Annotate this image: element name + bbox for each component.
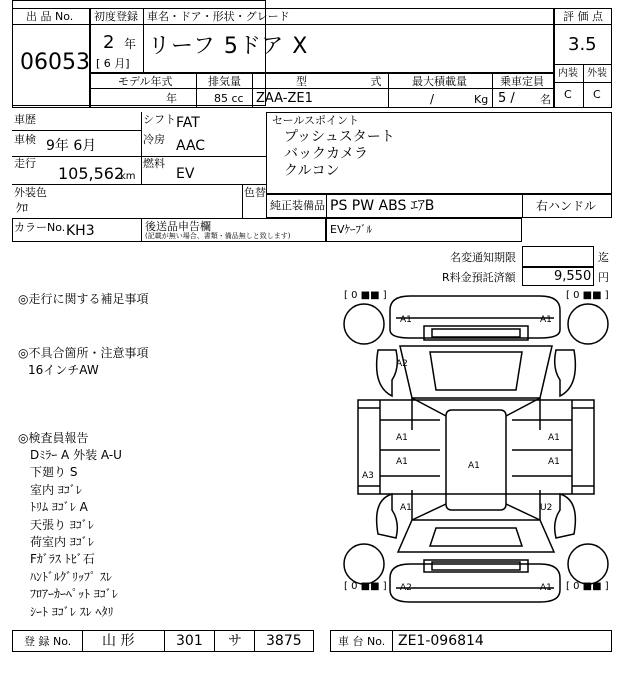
- recycle-fee-unit: 円: [598, 271, 609, 284]
- car-condition-diagram: [340, 290, 612, 626]
- capacity-unit: 名: [540, 93, 551, 106]
- first-registration-year: 2: [103, 32, 115, 53]
- damage-mark: A1: [396, 457, 408, 467]
- max-load-label: 最大積載量: [412, 75, 467, 88]
- first-registration-label: 初度登録: [94, 10, 138, 23]
- name-change-deadline-label: 名変通知期限: [450, 251, 516, 264]
- registration-number: 3875: [266, 633, 302, 649]
- history-label: 車歴: [14, 113, 36, 126]
- shift-value: FAT: [176, 115, 200, 131]
- registration-region: 山 形: [102, 633, 135, 649]
- max-load-unit: Kg: [474, 93, 489, 106]
- mileage-value: 105,562: [58, 164, 125, 183]
- body-outline: [358, 400, 594, 494]
- registration-label: 登 録 No.: [24, 635, 72, 648]
- corner-label-rear-left: [ 0 ■■ ]: [344, 581, 387, 592]
- damage-mark: A3: [362, 471, 374, 481]
- registration-class: 301: [176, 633, 203, 649]
- recycle-fee-label: R料金預託済額: [442, 271, 516, 284]
- damage-mark: A1: [548, 433, 560, 443]
- damage-mark: U2: [540, 503, 553, 513]
- wheel-rear-left: [344, 544, 384, 584]
- type-value: ZAA-ZE1: [256, 91, 313, 106]
- documents-label: 後送品申告欄: [145, 220, 211, 233]
- steering-value: 右ハンドル: [536, 199, 597, 213]
- wheel-front-left: [344, 304, 384, 344]
- capacity-value: 5 /: [498, 91, 515, 106]
- chassis-label: 車 台 No.: [338, 635, 386, 648]
- interior-grade: C: [564, 88, 572, 101]
- color-change-label: 色替: [244, 186, 266, 199]
- displacement-value: 85 cc: [214, 92, 244, 105]
- year-unit: 年: [124, 37, 137, 51]
- max-load-value: /: [430, 92, 435, 106]
- corner-label-front-left: [ 0 ■■ ]: [344, 290, 387, 301]
- sales-point-item: プッシュスタート: [284, 129, 395, 145]
- wheel-front-right: [568, 304, 608, 344]
- details-table: [12, 0, 266, 106]
- interior-label: 内装: [558, 68, 578, 79]
- inspection-value: 9年 6月: [46, 138, 97, 154]
- damage-mark: A1: [548, 457, 560, 467]
- sales-point-item: バックカメラ: [284, 146, 368, 162]
- inspector-report-item: ﾄﾘﾑ ﾖｺﾞﾚ A: [30, 500, 88, 515]
- chassis-number: ZE1-096814: [398, 633, 484, 649]
- inspector-report-title: ◎検査員報告: [18, 431, 89, 445]
- roof: [446, 410, 506, 510]
- wheel-rear-right: [568, 544, 608, 584]
- lot-number-label: 出 品 No.: [26, 10, 74, 23]
- registration-kana: サ: [228, 633, 242, 649]
- color-number-value: KH3: [66, 223, 95, 239]
- car-name: リーフ 5ドア X: [148, 34, 309, 59]
- damage-mark: A1: [540, 583, 552, 593]
- corner-label-rear-right: [ 0 ■■ ]: [566, 581, 609, 592]
- type-label: 型 式: [296, 75, 412, 88]
- inspector-report-item: ｼｰﾄ ﾖｺﾞﾚ ｽﾚ ﾍﾀﾘ: [30, 604, 114, 619]
- corner-label-front-right: [ 0 ■■ ]: [566, 290, 609, 301]
- defect-item: 16インチAW: [28, 363, 99, 377]
- fuel-label: 燃料: [143, 157, 165, 170]
- trunk: [398, 520, 554, 552]
- damage-mark: A1: [400, 503, 412, 513]
- mileage-label: 走行: [14, 157, 36, 170]
- capacity-label: 乗車定員: [500, 75, 544, 88]
- damage-mark: A1: [540, 315, 552, 325]
- inspector-report-item: 室内 ﾖｺﾞﾚ: [30, 482, 82, 497]
- inspector-report-item: Dﾐﾗｰ A 外装 A-U: [30, 448, 122, 462]
- documents-note: (記載が無い場合、書類・備品無しと致します): [145, 232, 291, 240]
- driving-notes-title: ◎走行に関する補足事項: [18, 292, 149, 306]
- sales-point-item: クルコン: [284, 163, 340, 179]
- displacement-label: 排気量: [208, 75, 241, 88]
- inspector-report-item: 下廻り S: [30, 465, 78, 480]
- damage-mark: A1: [468, 461, 480, 471]
- shift-label: シフト: [143, 113, 176, 126]
- equipment-value: PS PW ABS ｴｱB: [330, 198, 435, 214]
- damage-mark: A2: [400, 583, 412, 593]
- inspection-label: 車検: [14, 133, 36, 146]
- ac-label: 冷房: [143, 133, 165, 146]
- first-registration-month: [ 6 月]: [96, 57, 130, 70]
- fuel-value: EV: [176, 166, 195, 182]
- model-year-label: モデル年式: [118, 75, 173, 88]
- inspector-report-item: 天張り ﾖｺﾞﾚ: [30, 517, 94, 532]
- inspector-report-item: ﾊﾝﾄﾞﾙｸﾞﾘｯﾌﾟ ｽﾚ: [30, 569, 112, 584]
- inspector-report-item: Fｶﾞﾗｽ ﾄﾋﾞ石: [30, 552, 95, 567]
- defect-notes-title: ◎不具合箇所・注意事項: [18, 346, 149, 360]
- score: 3.5: [568, 34, 597, 55]
- score-label: 評 価 点: [563, 10, 603, 23]
- equipment-extra: EVｹｰﾌﾞﾙ: [330, 223, 372, 236]
- color-number-label: カラーNo.: [14, 221, 66, 234]
- inspector-report-item: ﾌﾛｱｰｶｰﾍﾟｯﾄ ﾖｺﾞﾚ: [30, 587, 118, 602]
- exterior-label: 外装: [587, 68, 607, 79]
- mileage-unit: km: [120, 171, 136, 182]
- inspector-report-item: 荷室内 ﾖｺﾞﾚ: [30, 535, 94, 549]
- exterior-color-label: 外装色: [14, 186, 47, 199]
- exterior-color-value: ｸﾛ: [16, 201, 29, 215]
- damage-mark: A2: [396, 359, 408, 369]
- exterior-grade: C: [593, 88, 601, 101]
- name-change-deadline-value: [522, 246, 594, 268]
- car-name-label: 車名・ドア・形状・グレード: [147, 10, 290, 23]
- damage-mark: A1: [400, 315, 412, 325]
- damage-mark: A1: [396, 433, 408, 443]
- front-bumper: [390, 296, 560, 338]
- name-change-deadline-unit: 迄: [598, 251, 609, 264]
- model-year-value: 年: [166, 92, 177, 105]
- ac-value: AAC: [176, 138, 206, 154]
- lot-number: 06053: [20, 50, 90, 75]
- equipment-label: 純正装備品: [270, 199, 325, 212]
- recycle-fee-value: 9,550: [554, 269, 592, 284]
- sales-points-label: セールスポイント: [272, 114, 360, 127]
